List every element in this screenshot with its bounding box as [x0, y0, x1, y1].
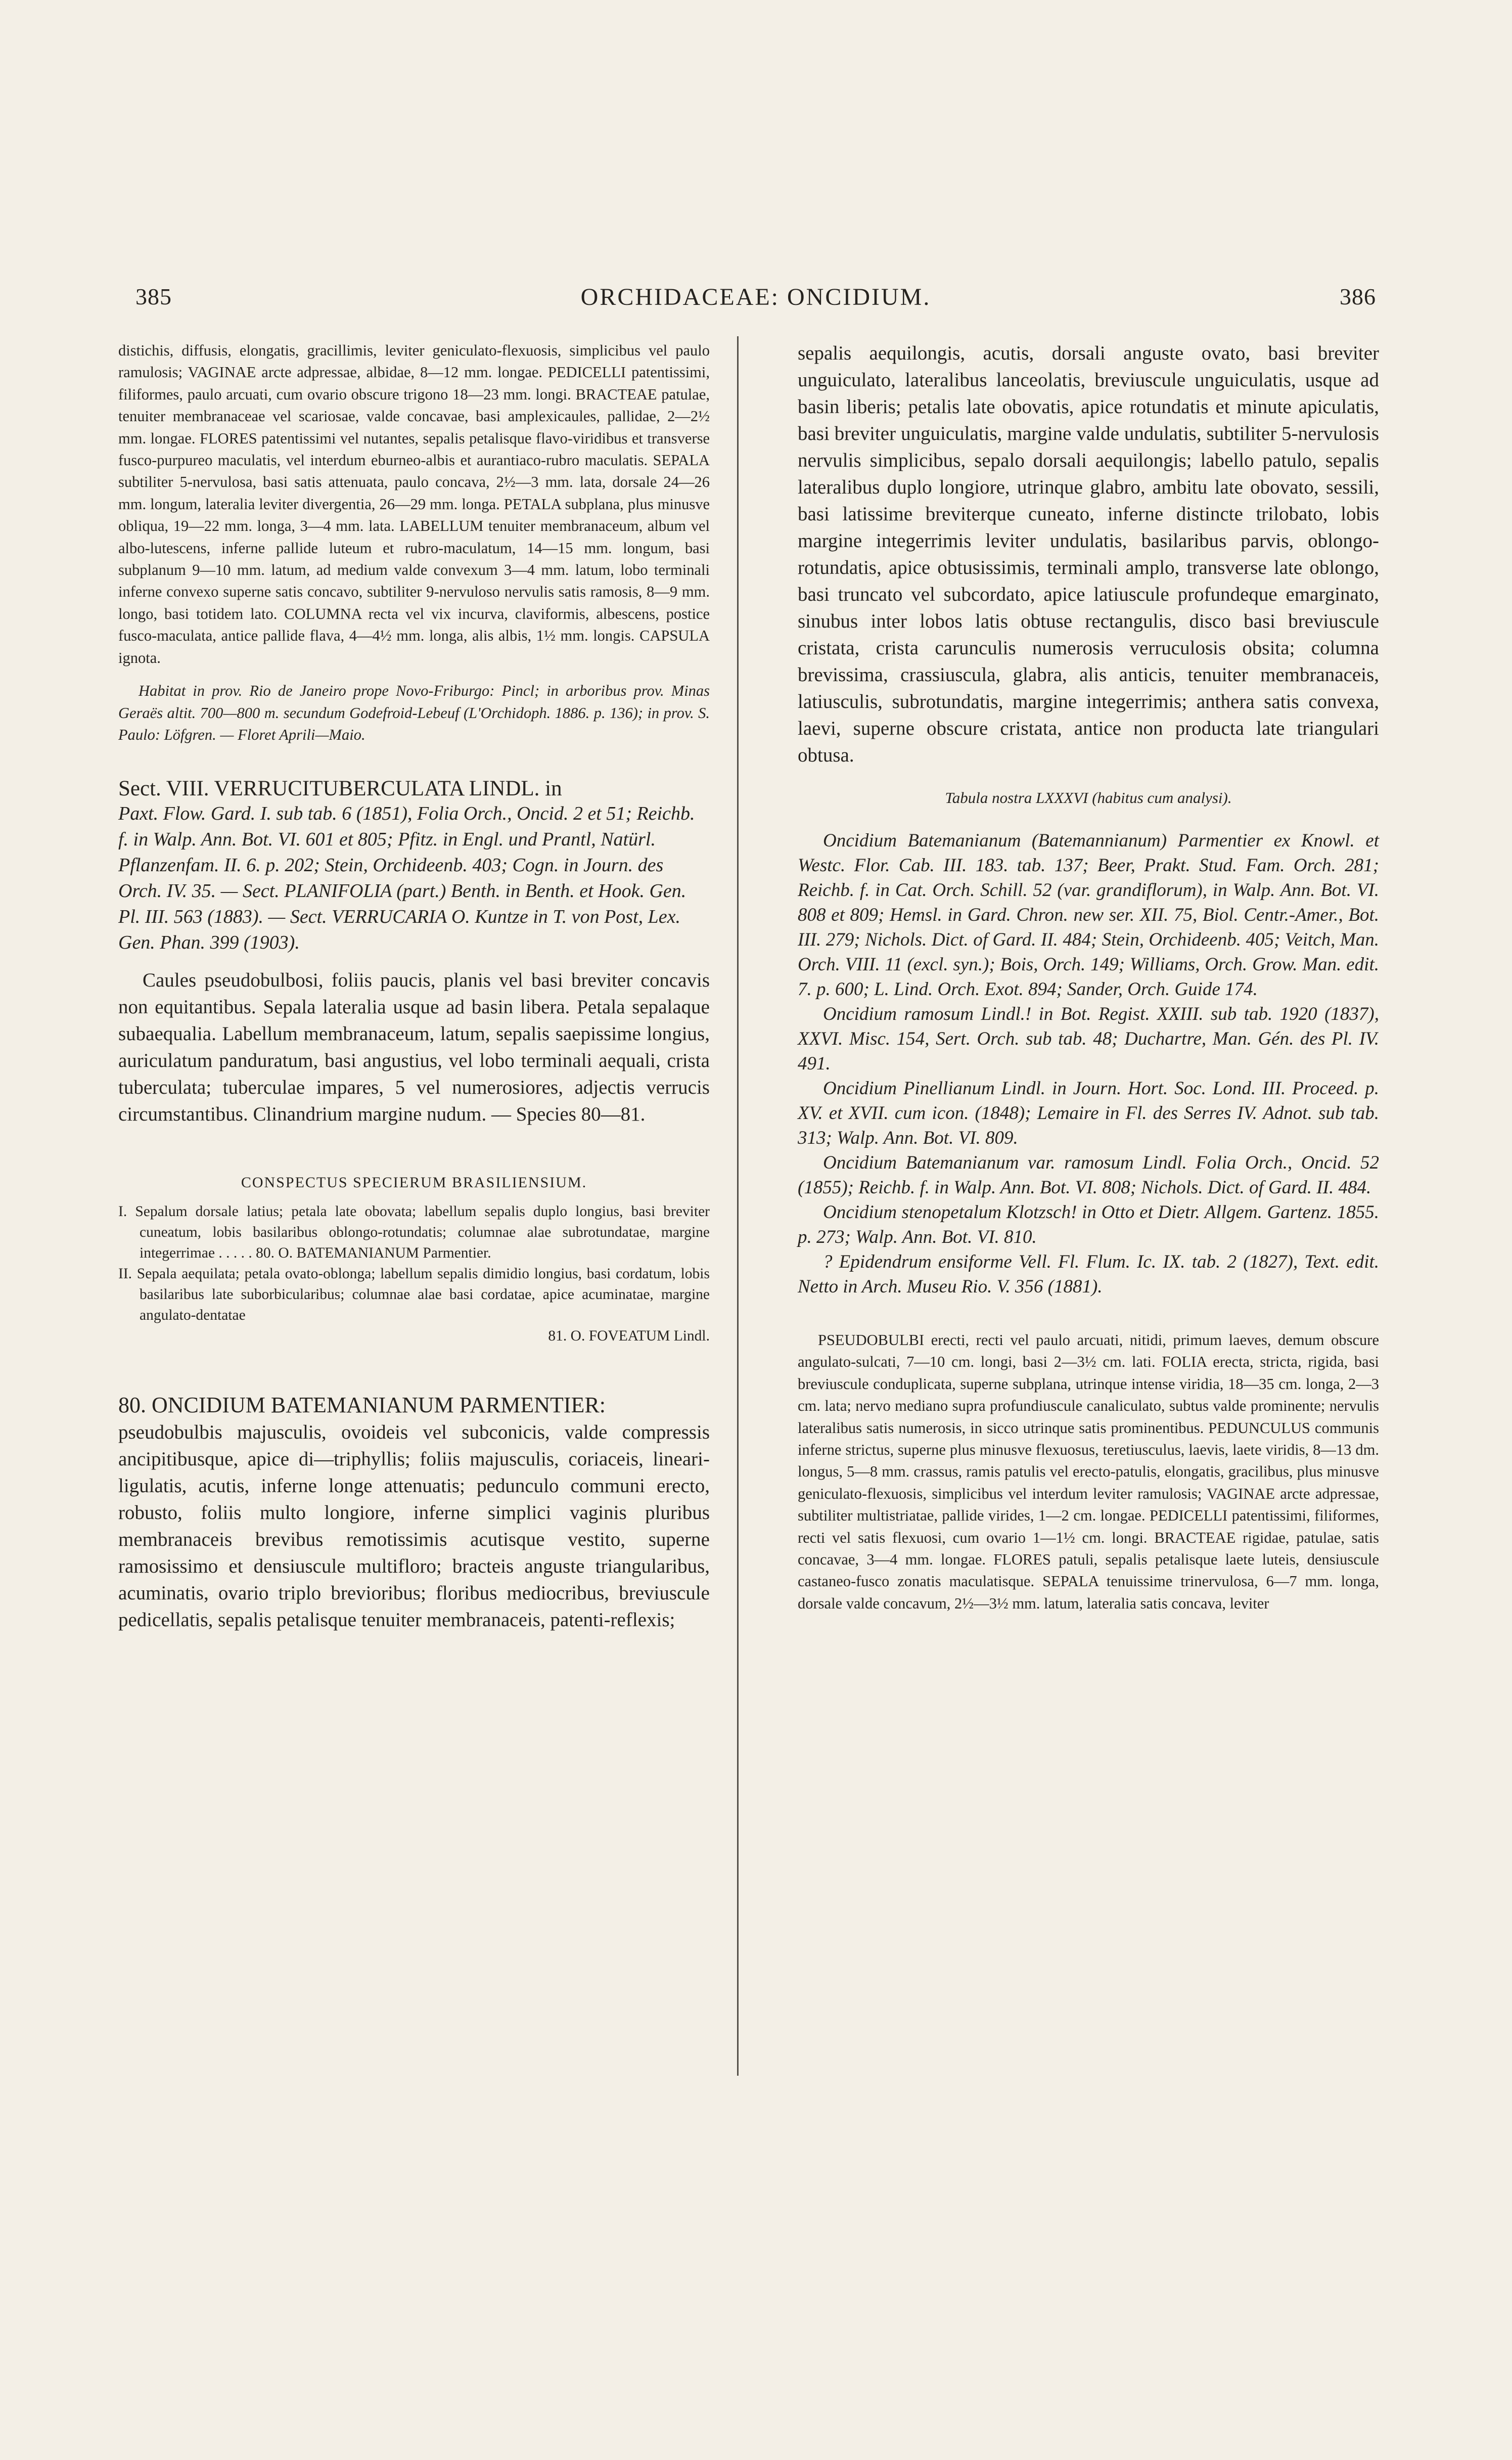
- synonym-2: Oncidium ramosum Lindl.! in Bot. Regist. XXIII. sub tab. 1920 (1837), XXVI. Misc. 154, Sert. Orch. sub tab. 48; Duchartre, Man. Gén. des Pl. IV. 491.: [798, 1004, 1379, 1074]
- key-item-2: [118, 1264, 710, 1347]
- right-column: [798, 340, 1379, 1615]
- section-heading: Sect. VIII. VERRUCITUBERCULATA LINDL. in: [118, 777, 562, 801]
- key-item-2-text: II. Sepala aequilata; petala ovato-oblonga; labellum sepalis dimidio longius, basi cordatum, lobis basilaribus late suborbicularibus; columnae alae basi cordatae, apice acuminatae, margine angulato-dentatae: [118, 1266, 710, 1324]
- synonym-6: ? Epidendrum ensiforme Vell. Fl. Flum. Ic. IX. tab. 2 (1827), Text. edit. Netto in Arch. Museu Rio. V. 356 (1881).: [798, 1251, 1379, 1297]
- species-heading: 80. ONCIDIUM BATEMANIANUM PARMENTIER:: [118, 1393, 606, 1418]
- column-divider: [737, 336, 739, 2076]
- description-continued: distichis, diffusis, elongatis, gracillimis, leviter geniculato-flexuosis, simplicibus vel paulo ramulosis; VAGINAE arcte adpressae, albidae, 8—12 mm. longae. PEDICELLI patentissimi, filiformes, paulo arcuati, cum ovario obscure trigono 18—23 mm. longi. BRACTEAE patulae, tenuiter membranaceae vel scariosae, valde concavae, basi amplexicaules, pallidae, 2—2½ mm. longae. FLORES patentissimi vel nutantes, sepalis petalisque flavo-viridibus et transverse fusco-purpureo maculatis, vel interdum eburneo-albis et aurantiaco-rubro maculatis. SEPALA subtiliter 5-nervulosa, basi satis attenuata, paulo concava, 2½—3 mm. lata, dorsale 24—26 mm. longum, lateralia leviter divergentia, 26—29 mm. longa. PETALA subplana, plus minusve obliqua, 19—22 mm. longa, 3—4 mm. lata. LABELLUM tenuiter membranaceum, album vel albo-lutescens, inferne pallide luteum et rubro-maculatum, 14—15 mm. longum, basi subplanum 9—10 mm. latum, ad medium valde convexum 3—4 mm. latum, lobo terminali inferne convexo superne satis concavo, subtiliter 9-nervuloso nervulis satis ramosis, 8—9 mm. longo, basi totidem lato. COLUMNA recta vel vix incurva, claviformis, albescens, postice fusco-maculata, antice pallide flava, 4—4½ mm. longa, alis albis, 1½ mm. longis. CAPSULA ignota.: [118, 342, 710, 666]
- key-item-1: I. Sepalum dorsale latius; petala late obovata; labellum sepalis duplo longius, basi breviter cuneatum, lobis basilaribus oblongo-rotundatis; columnae alae subrotundatae, margine integerrimae . . . . . 80. O. BATEMANIANUM Parmentier.: [118, 1203, 710, 1262]
- conspectus-title: CONSPECTUS SPECIERUM BRASILIENSIUM.: [241, 1174, 587, 1191]
- section-references: Paxt. Flow. Gard. I. sub tab. 6 (1851), Folia Orch., Oncid. 2 et 51; Reichb. f. in Walp. Ann. Bot. VI. 601 et 805; Pfitz. in Engl. und Prantl, Natürl. Pflanzenfam. II. 6. p. 202; Stein, Orchideenb. 403; Cogn. in Journ. des Orch. IV. 35. — Sect. PLANIFOLIA (part.) Benth. in Benth. et Hook. Gen. Pl. III. 563 (1883). — Sect. VERRUCARIA O. Kuntze in T. von Post, Lex. Gen. Phan. 399 (1903).: [118, 803, 695, 954]
- section-description: Caules pseudobulbosi, foliis paucis, planis vel basi breviter concavis non equitantibus. Sepala lateralia usque ad basin libera. Petala sepalaque subaequalia. Labellum membranaceum, latum, sepalis saepissime longius, auriculatum panduratum, basi angustius, vel lobo terminali aequali, crista tuberculata; tuberculae impares, 5 vel numerosiores, adjectis verrucis circumstantibus. Clinandrium margine nudum. — Species 80—81.: [118, 969, 710, 1126]
- species-diagnosis: pseudobulbis majusculis, ovoideis vel subconicis, valde compressis ancipitibusque, apice di—triphyllis; foliis majusculis, coriaceis, lineari-ligulatis, acutis, inferne longe attenuatis; pedunculo communi erecto, robusto, foliis multo longiore, inferne simplici vaginis pluribus membranaceis brevibus remotissimis acutisque vestito, superne ramosissimo et densiuscule multifloro; bracteis anguste triangularibus, acuminatis, ovario triplo brevioribus; floribus mediocribus, breviuscule pedicellatis, sepalis petalisque tenuiter membranaceis, patenti-reflexis;: [118, 1421, 710, 1631]
- diagnosis-continued: sepalis aequilongis, acutis, dorsali anguste ovato, basi breviter unguiculato, lateralibus lanceolatis, breviuscule unguiculatis, usque ad basin liberis; petalis late obovatis, apice rotundatis et minute apiculatis, basi breviter unguiculatis, margine valde undulatis, subtiliter 5-nervulosis nervulis simplicibus, sepalo dorsali aequilongis; labello patulo, sepalis lateralibus duplo longiore, utrinque glabro, ambitu late obovato, sessili, basi latissime breviterque cuneato, inferne distincte trilobato, lobis margine integerrimis leviter undulatis, basilaribus parvis, oblongo-rotundatis, apice obtusissimis, terminali amplo, transverse late oblongo, basi truncato vel subcordato, apice latiuscule profundeque emarginato, sinubus inter lobos latis obtuse rectangulis, disco basi breviuscule cristata, crista carunculis numerosis verruculosis obsita; columna brevissima, crassiuscula, glabra, alis anticis, tenuiter membranaceis, latiusculis, subrotundatis, margine integerrimis; anthera satis convexa, laevi, superne obscure cristata, antice non producta late triangulari obtusa.: [798, 342, 1379, 766]
- page-header: [135, 283, 1376, 319]
- page-number-left: 385: [135, 284, 172, 309]
- key-item-2-species: 81. O. FOVEATUM Lindl.: [548, 1328, 710, 1345]
- running-title: ORCHIDACEAE: ONCIDIUM.: [580, 284, 931, 310]
- left-column: [118, 340, 710, 1633]
- synonym-5: Oncidium stenopetalum Klotzsch! in Otto et Dietr. Allgem. Gartenz. 1855. p. 273; Walp. Ann. Bot. VI. 810.: [798, 1202, 1379, 1247]
- synonym-3: Oncidium Pinellianum Lindl. in Journ. Hort. Soc. Lond. III. Proceed. p. XV. et XVII. cum icon. (1848); Lemaire in Fl. des Serres IV. Adnot. sub tab. 313; Walp. Ann. Bot. VI. 809.: [798, 1078, 1379, 1148]
- detailed-description: PSEUDOBULBI erecti, recti vel paulo arcuati, nitidi, primum laeves, demum obscure angulato-sulcati, 7—10 cm. longi, basi 2—3½ cm. lati. FOLIA erecta, stricta, rigida, basi breviuscule conduplicata, superne subplana, utrinque intense viridia, 18—35 cm. longa, 2—3 cm. lata; nervo mediano supra profundiuscule canaliculato, subtus valde prominente; nervulis lateralibus satis numerosis, in sicco utrinque satis prominentibus. PEDUNCULUS communis inferne strictus, superne plus minusve flexuosus, teretiusculus, laevis, laete viridis, 8—13 dm. longus, 5—8 mm. crassus, ramis patulis vel erecto-patulis, elongatis, gracilibus, plus minusve geniculato-flexuosis, simplicibus vel interdum leviter ramulosis; VAGINAE arcte adpressae, subtiliter multistriatae, pallide virides, 1—2 cm. longae. PEDICELLI patentissimi, filiformes, recti vel satis flexuosi, cum ovario 1—1½ cm. longi. BRACTEAE rigidae, patulae, satis concavae, 3—4 mm. longae. FLORES patuli, sepalis petalisque laete luteis, densiuscule castaneo-fusco zonatis maculatisque. SEPALA tenuissime trinervulosa, 6—7 mm. longa, dorsale valde concavum, 2½—3½ mm. latum, lateralia satis concava, leviter: [798, 1331, 1379, 1612]
- synonym-4: Oncidium Batemanianum var. ramosum Lindl. Folia Orch., Oncid. 52 (1855); Reichb. f. in Walp. Ann. Bot. VI. 808; Nichols. Dict. of Gard. II. 484.: [798, 1152, 1379, 1198]
- habitat-paragraph: Habitat in prov. Rio de Janeiro prope Novo-Friburgo: Pincl; in arboribus prov. Minas Geraës altit. 700—800 m. secundum Godefroid-Lebeuf (L'Orchidoph. 1886. p. 136); in prov. S. Paulo: Löfgren. — Floret Aprili—Maio.: [118, 682, 710, 743]
- page-number-right: 386: [1340, 284, 1376, 309]
- plate-reference: Tabula nostra LXXXVI (habitus cum analysi).: [945, 789, 1232, 807]
- synonym-1: Oncidium Batemanianum (Batemannianum) Parmentier ex Knowl. et Westc. Flor. Cab. III. 183. tab. 137; Beer, Prakt. Stud. Fam. Orch. 281; Reichb. f. in Cat. Orch. Schill. 52 (var. grandiflorum), in Walp. Ann. Bot. VI. 808 et 809; Hemsl. in Gard. Chron. new ser. XII. 75, Biol. Centr.-Amer., Bot. III. 279; Nichols. Dict. of Gard. II. 484; Stein, Orchideenb. 405; Veitch, Man. Orch. VIII. 11 (excl. syn.); Bois, Orch. 149; Williams, Orch. Grow. Man. edit. 7. p. 600; L. Lind. Orch. Exot. 894; Sander, Orch. Guide 174.: [798, 830, 1379, 1000]
